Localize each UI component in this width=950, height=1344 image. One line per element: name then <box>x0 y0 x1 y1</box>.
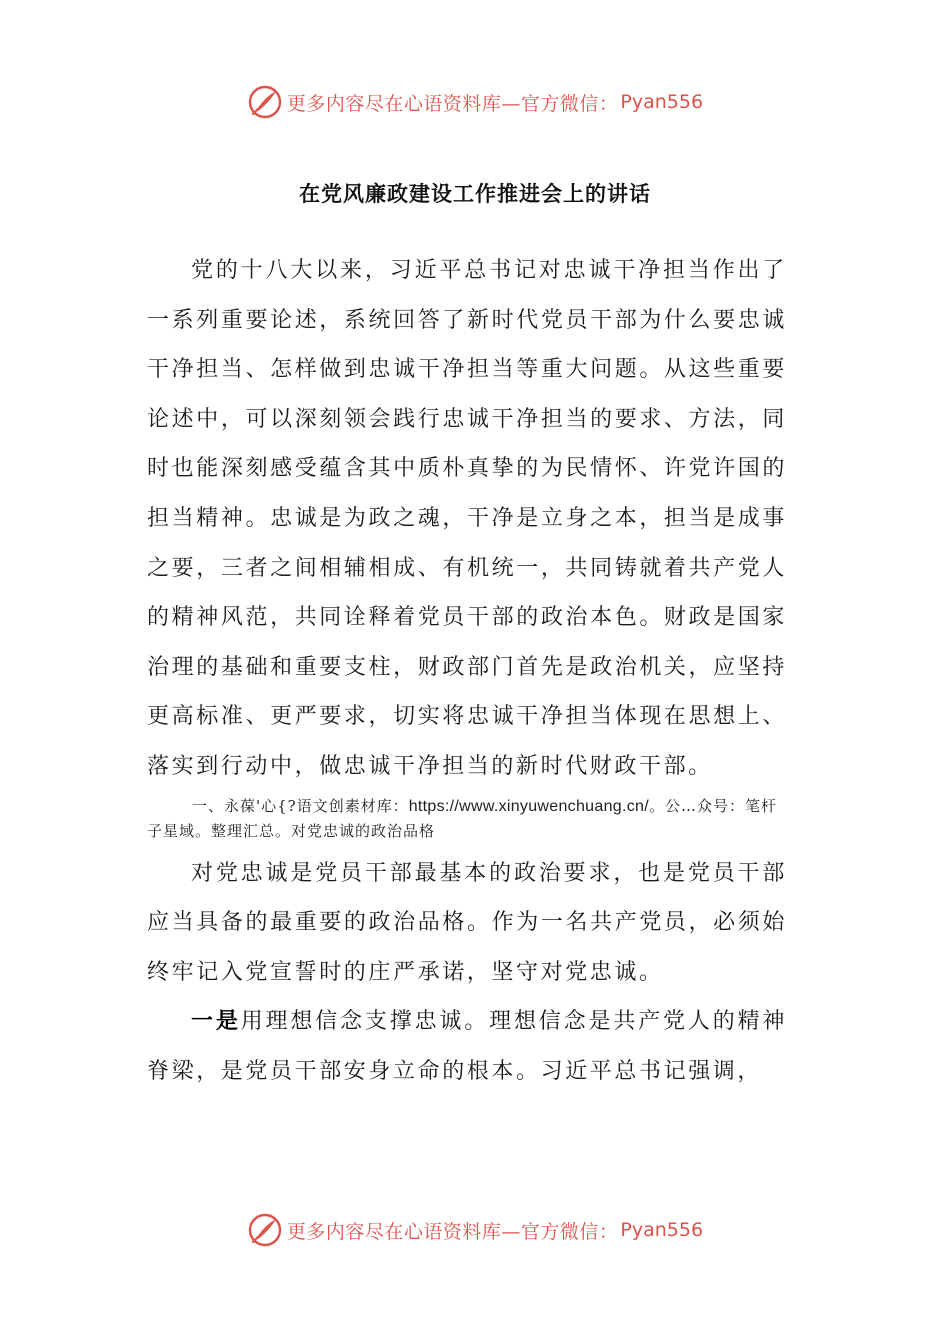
section-heading-prefix: 一、永葆'心{?语文创素材库： <box>192 796 409 815</box>
document-title: 在党风廉政建设工作推进会上的讲话 <box>299 182 651 206</box>
paragraph-ideals-text: 用理想信念支撑忠诚。理想信念是共产党人的精神脊梁，是党员干部安身立命的根本。习近平总书记强调， <box>147 1009 787 1084</box>
section-heading-suffix: 。公…众号：笔杆子星域。整理汇总。对党忠诚的政治品格 <box>147 796 777 840</box>
paragraph-lead: 一是 <box>191 1008 241 1035</box>
quill-pen-logo-icon <box>247 1212 283 1248</box>
banner-text: 更多内容尽在心语资料库—官方微信： <box>286 1220 619 1243</box>
source-link: https://www.xinyuwenchuang.cn/ <box>408 797 649 815</box>
section-heading <box>147 794 787 843</box>
footer-banner <box>0 1208 950 1252</box>
header-banner <box>0 80 950 124</box>
document-body <box>147 246 787 1097</box>
quill-pen-logo-icon <box>247 84 283 120</box>
banner-wechat-id: Pyan556 <box>620 91 704 113</box>
banner-text: 更多内容尽在心语资料库—官方微信： <box>286 92 619 115</box>
paragraph-loyalty: 对党忠诚是党员干部最基本的政治要求，也是党员干部应当具备的最重要的政治品格。作为一名共产党员，必须始终牢记入党宣誓时的庄严承诺，坚守对党忠诚。 <box>147 860 787 985</box>
banner-wechat-id: Pyan556 <box>620 1219 704 1241</box>
paragraph-intro: 党的十八大以来，习近平总书记对忠诚干净担当作出了一系列重要论述，系统回答了新时代党员干部为什么要忠诚干净担当、怎样做到忠诚干净担当等重大问题。从这些重要论述中，可以深刻领会践行忠诚干净担当的要求、方法，同时也能深刻感受蕴含其中质朴真挚的为民情怀、许党许国的担当精神。忠诚是为政之魂，干净是立身之本，担当是成事之要，三者之间相辅相成、有机统一，共同铸就着共产党人的精神风范，共同诠释着党员干部的政治本色。财政是国家治理的基础和重要支柱，财政部门首先是政治机关，应坚持更高标准、更严要求，切实将忠诚干净担当体现在思想上、落实到行动中，做忠诚干净担当的新时代财政干部。 <box>147 258 787 779</box>
paragraph-ideals <box>147 997 787 1096</box>
